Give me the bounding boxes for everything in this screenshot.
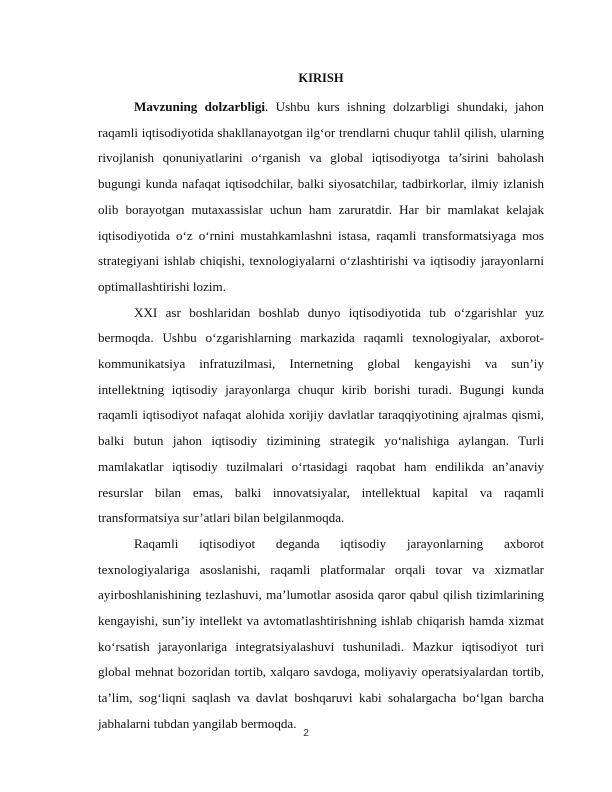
paragraph-1: [98, 94, 544, 300]
paragraph-2: XXI asr boshlaridan boshlab dunyo iqtisodiyotida tub o‘zgarishlar yuz bermoqda. Ushbu o‘zgarishlarning markazida raqamli texnologiyalar, axborot-kommunikatsiya infratuzilmasi, Internetning global kengayishi va sun’iy intellektning iqtisodiy jarayonlarga chuqur kirib borishi turadi. Bugungi kunda raqamli iqtisodiyot nafaqat alohida xorijiy davlatlar taraqqiyotining ajralmas qismi, balki butun jahon iqtisodiy tizimining strategik yo‘nalishiga aylangan. Turli mamlakatlar iqtisodiy tuzilmalari o‘rtasidagi raqobat ham endilikda an’anaviy resurslar bilan emas, balki innovatsiyalar, intellektual kapital va raqamli transformatsiya sur’atlari bilan belgilanmoqda.: [98, 304, 544, 526]
paragraph-3: Raqamli iqtisodiyot deganda iqtisodiy jarayonlarning axborot texnologiyalariga asoslanishi, raqamli platformalar orqali tovar va xizmatlar ayirboshlanishining tezlashuvi, ma’lumotlar asosida qaror qabul qilish tizimlarining kengayishi, sun’iy intellekt va avtomatlashtirishning ishlab chiqarish hamda xizmat ko‘rsatish jarayonlariga integratsiyalashuvi tushuniladi. Mazkur iqtisodiyot turi global mehnat bozoridan tortib, xalqaro savdoga, moliyaviy operatsiyalardan tortib, ta’lim, sog‘liqni saqlash va davlat boshqaruvi kabi sohalargacha bo‘lgan barcha jabhalarni tubdan yangilab bermoqda.: [98, 535, 544, 731]
paragraph-1-rest: . Ushbu kurs ishning dolzarbligi shundaki, jahon raqamli iqtisodiyotida shakllanayotgan ilg‘or trendlarni chuqur tahlil qilish, ularning rivojlanish qonuniyatlarini o‘rganish va global iqtisodiyotga ta’sirini baholash bugungi kunda nafaqat iqtisodchilar, balki siyosatchilar, tadbirkorlar, ilmiy izlanish olib borayotgan mutaxassislar uchun ham zaruratdir. Har bir mamlakat kelajak iqtisodiyotida o‘z o‘rnini mustahkamlashni istasa, raqamli transformatsiyaga mos strategiyani ishlab chiqishi, texnologiyalarni o‘zlashtirishi va iqtisodiy jarayonlarni optimallashtirishi lozim.: [98, 99, 544, 294]
body-text: [98, 94, 544, 737]
page-number: 2: [303, 728, 309, 739]
section-heading: KIRISH: [298, 71, 344, 85]
paragraph-1-lead: Mavzuning dolzarbligi: [134, 99, 266, 114]
